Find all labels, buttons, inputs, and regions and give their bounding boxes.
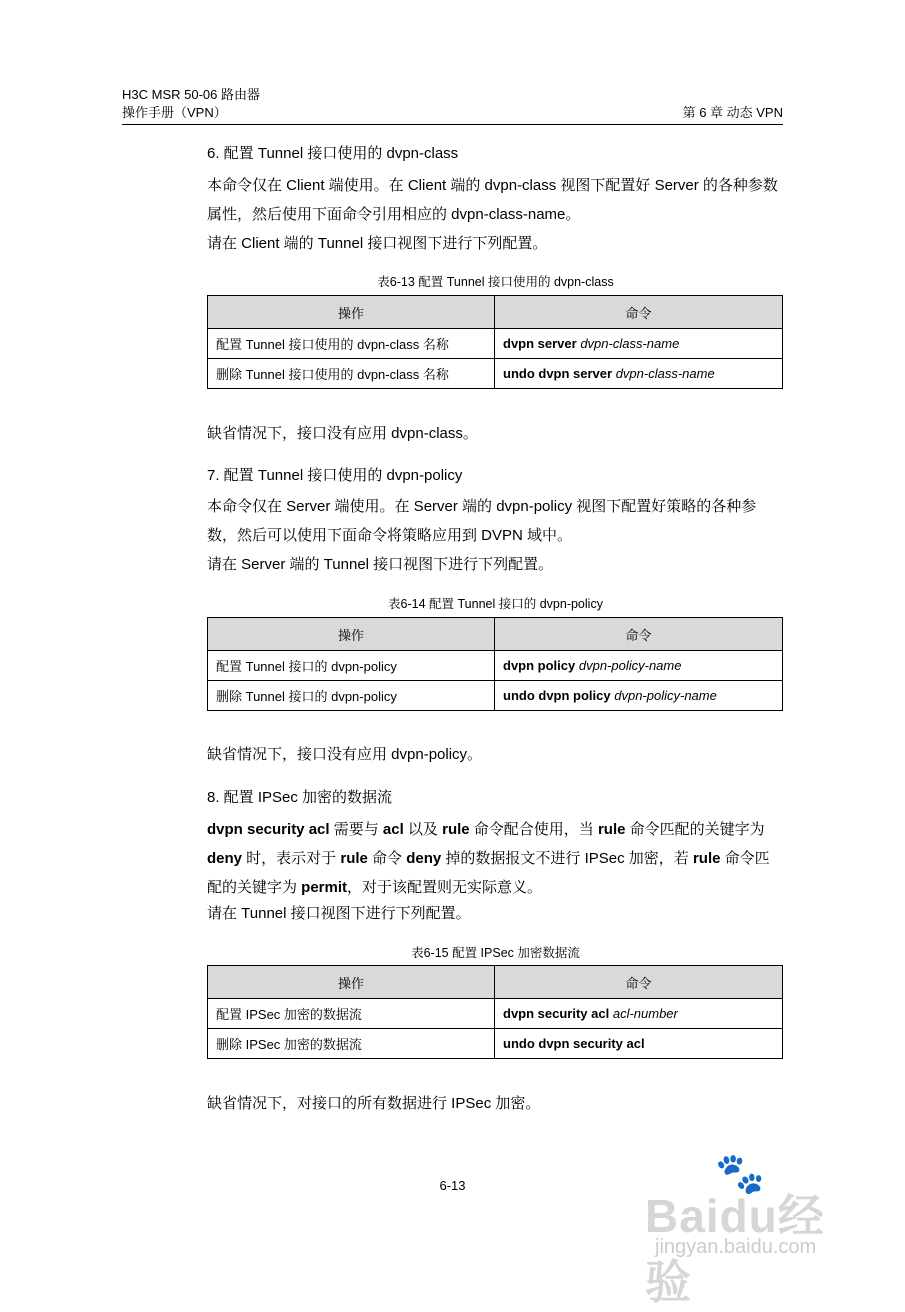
op-cell: 配置 Tunnel 接口使用的 dvpn-class 名称 bbox=[208, 329, 495, 359]
table-header-cmd: 命令 bbox=[495, 296, 783, 329]
table-row bbox=[208, 999, 783, 1029]
section-6-instruction: 请在 Client 端的 Tunnel 接口视图下进行下列配置。 bbox=[207, 235, 548, 252]
baidu-watermark bbox=[645, 1150, 835, 1308]
table-6-13-caption: 表6-13 配置 Tunnel 接口使用的 dvpn-class bbox=[377, 275, 614, 289]
cmd-cell: undo dvpn server dvpn-class-name bbox=[495, 359, 783, 389]
header-left bbox=[122, 86, 260, 122]
section-7-heading: 7. 配置 Tunnel 接口使用的 dvpn-policy bbox=[207, 467, 463, 484]
table-row bbox=[208, 651, 783, 681]
section-8-instruction: 请在 Tunnel 接口视图下进行下列配置。 bbox=[207, 905, 471, 922]
table-row bbox=[208, 681, 783, 711]
table-row bbox=[208, 329, 783, 359]
op-cell: 配置 Tunnel 接口的 dvpn-policy bbox=[208, 651, 495, 681]
op-cell: 删除 Tunnel 接口使用的 dvpn-class 名称 bbox=[208, 359, 495, 389]
section-6-para: 本命令仅在 Client 端使用。在 Client 端的 dvpn-class 视图下配置好 Server 的各种参数属性，然后使用下面命令引用相应的 dvpn-class-name。 bbox=[207, 177, 778, 223]
cmd-cell: dvpn server dvpn-class-name bbox=[495, 329, 783, 359]
cmd-cell: undo dvpn security acl bbox=[495, 1029, 783, 1059]
table-header-op: 操作 bbox=[208, 296, 495, 329]
table-6-13 bbox=[207, 295, 783, 389]
table-6-15-caption: 表6-15 配置 IPSec 加密数据流 bbox=[411, 946, 580, 960]
page-number: 6-13 bbox=[439, 1178, 466, 1193]
op-cell: 删除 Tunnel 接口的 dvpn-policy bbox=[208, 681, 495, 711]
section-6-default: 缺省情况下，接口没有应用 dvpn-class。 bbox=[207, 425, 478, 442]
op-cell: 配置 IPSec 加密的数据流 bbox=[208, 999, 495, 1029]
cmd-cell: dvpn security acl acl-number bbox=[495, 999, 783, 1029]
table-row bbox=[208, 359, 783, 389]
header-manual: 操作手册（VPN） bbox=[122, 105, 227, 120]
section-8-heading: 8. 配置 IPSec 加密的数据流 bbox=[207, 789, 393, 806]
section-7-default: 缺省情况下，接口没有应用 dvpn-policy。 bbox=[207, 746, 483, 763]
cmd-cell: dvpn policy dvpn-policy-name bbox=[495, 651, 783, 681]
section-8-default: 缺省情况下，对接口的所有数据进行 IPSec 加密。 bbox=[207, 1095, 541, 1112]
table-header-op: 操作 bbox=[208, 966, 495, 999]
op-cell: 删除 IPSec 加密的数据流 bbox=[208, 1029, 495, 1059]
header-chapter: 第 6 章 动态 VPN bbox=[682, 105, 783, 120]
paw-icon: 🐾 bbox=[715, 1152, 765, 1196]
section-6-heading: 6. 配置 Tunnel 接口使用的 dvpn-class bbox=[207, 145, 459, 162]
header-rule bbox=[122, 124, 783, 125]
table-header-cmd: 命令 bbox=[495, 618, 783, 651]
table-6-15 bbox=[207, 965, 783, 1059]
table-6-14 bbox=[207, 617, 783, 711]
section-7-para: 本命令仅在 Server 端使用。在 Server 端的 dvpn-policy 视图下配置好策略的各种参数，然后可以使用下面命令将策略应用到 DVPN 域中。 bbox=[207, 498, 757, 544]
section-7-instruction: 请在 Server 端的 Tunnel 接口视图下进行下列配置。 bbox=[207, 556, 554, 573]
table-row bbox=[208, 1029, 783, 1059]
header-product: H3C MSR 50-06 路由器 bbox=[122, 87, 260, 102]
table-header-cmd: 命令 bbox=[495, 966, 783, 999]
table-6-14-caption: 表6-14 配置 Tunnel 接口的 dvpn-policy bbox=[388, 597, 603, 611]
section-8-para: dvpn security acl 需要与 acl 以及 rule 命令配合使用，当 rule 命令匹配的关键字为 deny 时，表示对于 rule 命令 deny 掉的数据报文不进行 IPSec 加密，若 rule 命令匹配的关键字为 permit，对于该配置则无实际意义。 bbox=[207, 821, 770, 896]
watermark-url: jingyan.baidu.com bbox=[655, 1236, 817, 1258]
table-header-op: 操作 bbox=[208, 618, 495, 651]
cmd-cell: undo dvpn policy dvpn-policy-name bbox=[495, 681, 783, 711]
watermark-brand: Baidu经验 bbox=[645, 1190, 825, 1308]
